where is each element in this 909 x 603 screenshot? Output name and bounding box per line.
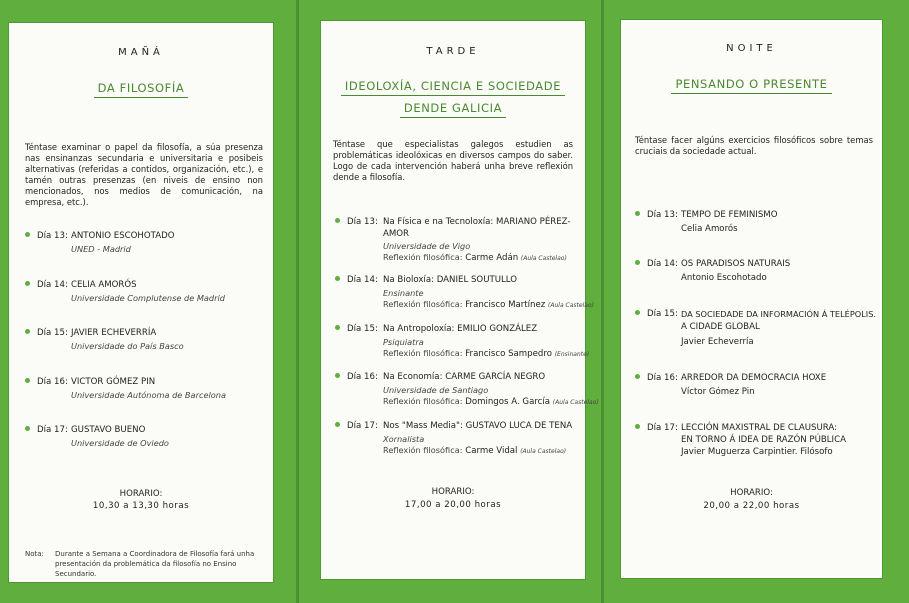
bullet-icon bbox=[635, 424, 640, 429]
bullet-icon bbox=[25, 378, 30, 383]
bullet-icon bbox=[335, 422, 340, 427]
intro-text: Téntase que especialistas galegos estudien as problemáticas ideolóxicas en diversos campos do saber. Logo de cada intervención haberá unha breve reflexión dende a filosofía. bbox=[333, 139, 573, 182]
schedule-hours: 17,00 a 20,00 horas bbox=[404, 500, 502, 510]
panel-morning: MAÑÁ DA FILOSOFÍA Téntase examinar o papel da filosofía, a súa presenza nas ensinanzas secundaria e universitaria e posibeis alternativas (referidas a contidos, organización, etc.), e tamén outras presenzas (en niveis de ensino non mencionados, nos medios de comunicación, na empresa, etc.). Día 13: ANTONIO ESCOHOTADO UNED - Madrid Día 14: CELIA AMORÓS Universidade Complutense de Madrid Día 15: JAVIER ECHEVERRÍA Universidade do País Basco Día 16: VICTOR GÓMEZ PIN Universidade Autónoma de Barcelona Día 17: GUSTAVO BUENO Universidade de Oviedo HORARIO: 10,30 a 13,30 horas Nota: Durante a Semana a Coordinadora de Filosofía fará unha presentación da problemática da filosofía no Ensino Secundario. bbox=[8, 22, 274, 583]
section-heading: MAÑÁ bbox=[118, 47, 164, 58]
bullet-icon bbox=[635, 211, 640, 216]
schedule-label: HORARIO: bbox=[431, 487, 475, 497]
fold-line-left bbox=[296, 0, 299, 603]
bullet-icon bbox=[25, 329, 30, 334]
intro-text: Téntase examinar o papel da filosofía, a súa presenza nas ensinanzas secundaria e universitaria e posibeis alternativas (referidas a contidos, organización, etc.), e tamén outras presenzas (en niveis de ensino non mencionados, nos medios de comunicación, na empresa, etc.). bbox=[25, 142, 263, 207]
note-label: Nota: bbox=[25, 550, 44, 558]
note-text: Durante a Semana a Coordinadora de Filosofía fará unha presentación da problemática da filosofía no Ensino Secundario. bbox=[55, 550, 255, 578]
bullet-icon bbox=[335, 325, 340, 330]
bullet-icon bbox=[25, 232, 30, 237]
bullet-icon bbox=[635, 310, 640, 315]
panel-title-line2: DENDE GALICIA bbox=[321, 101, 585, 115]
panel-title: DA FILOSOFÍA bbox=[9, 81, 273, 95]
panel-title: PENSANDO O PRESENTE bbox=[621, 77, 882, 91]
schedule-label: HORARIO: bbox=[119, 489, 163, 499]
panel-night: NOITE PENSANDO O PRESENTE Téntase facer algúns exercicios filosóficos sobre temas cruciais da sociedade actual. Día 13: TEMPO DE FEMINISMO Celia Amorós Día 14: OS PARADISOS NATURAIS Antonio Escohotado Día 15: DA SOCIEDADE DA INFORMACIÓN Á TELÉPOLIS. A CIDADE GLOBAL Javier Echeverría Día 16: ARREDOR DA DEMOCRACIA HOXE Víctor Gómez Pin Día 17: LECCIÓN MAXISTRAL DE CLAUSURA: EN TORNO Á IDEA DE RAZÓN PÚBLICA Javier Muguerza Carpintier. Filósofo HORARIO: 20,00 a 22,00 horas bbox=[620, 19, 883, 579]
intro-text: Téntase facer algúns exercicios filosóficos sobre temas cruciais da sociedade actual. bbox=[635, 135, 873, 156]
bullet-icon bbox=[335, 373, 340, 378]
bullet-icon bbox=[25, 281, 30, 286]
section-heading: TARDE bbox=[426, 46, 480, 57]
fold-line-right bbox=[601, 0, 604, 603]
bullet-icon bbox=[635, 374, 640, 379]
section-heading: NOITE bbox=[726, 43, 777, 54]
schedule-hours: 20,00 a 22,00 horas bbox=[703, 501, 800, 511]
schedule-label: HORARIO: bbox=[730, 488, 773, 498]
panel-afternoon: TARDE IDEOLOXÍA, CIENCIA E SOCIEDADE DENDE GALICIA Téntase que especialistas galegos estudien as problemáticas ideolóxicas en diversos campos do saber. Logo de cada intervención haberá unha breve reflexión dende a filosofía. Día 13: Na Física e na Tecnoloxía: MARIANO PÉREZ- AMOR Universidade de Vigo Reflexión filosófica: Carme Adán (Aula Castelao) Día 14: Na Bioloxía: DANIEL SOUTULLO Ensinante Reflexión filosófica: Francisco Martínez (Aula Castelao) Día 15: Na Antropoloxía: EMILIO GONZÁLEZ Psiquiatra Reflexión filosófica: Francisco Sampedro (Ensinante) Día 16: Na Economía: CARME GARCÍA NEGRO Universidade de Santiago Reflexión filosófica: Domingos A. García (Aula Castelao) Día 17: Nos "Mass Media": GUSTAVO LUCA DE TENA Xornalista Reflexión filosófica: Carme Vidal (Aula Castelao) HORARIO: 17,00 a 20,00 horas bbox=[320, 20, 586, 580]
bullet-icon bbox=[635, 260, 640, 265]
schedule-hours: 10,30 a 13,30 horas bbox=[92, 501, 190, 511]
bullet-icon bbox=[335, 276, 340, 281]
bullet-icon bbox=[335, 218, 340, 223]
bullet-icon bbox=[25, 426, 30, 431]
panel-title-line1: IDEOLOXÍA, CIENCIA E SOCIEDADE bbox=[321, 79, 585, 93]
